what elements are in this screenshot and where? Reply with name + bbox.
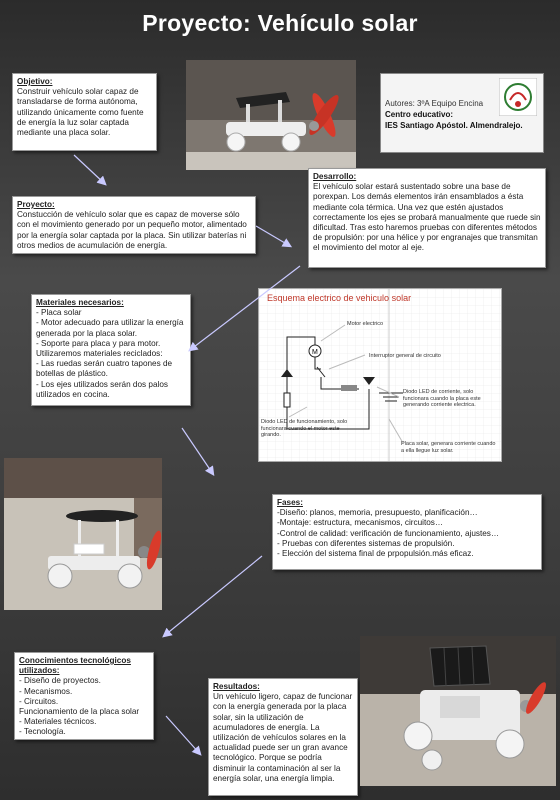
materiales-line: - Los ejes utilizados serán dos palos utilizados en cocina.: [36, 379, 168, 399]
label-interruptor: Interruptor general de circuito: [369, 353, 441, 359]
fases-line: -Montaje: estructura, mecanismos, circuitos…: [277, 518, 444, 528]
arrow-conocimientos-resultados: [166, 716, 200, 754]
proyecto-text: Constucción de vehículo solar que es capaz de moverse sólo con el movimiento generado por un pequeño motor, alimentado por la energía solar captada por la placa. Sin utilizar baterías ni otros medios de acumulación de energía.: [17, 210, 247, 250]
label-placa: Placa solar, generara corriente cuando a ella llegue luz solar.: [401, 441, 496, 454]
conocimientos-heading: Conocimientos tecnológicos utilizados:: [19, 656, 131, 676]
schematic-title: Esquema electrico de vehiculo solar: [267, 293, 412, 303]
desarrollo-heading: Desarrollo:: [313, 172, 357, 181]
electric-schematic: [258, 288, 502, 462]
arrow-materiales-fases: [182, 428, 213, 474]
conocimientos-line: - Mecanismos.: [19, 686, 73, 696]
autores-line: Autores: 3ºA Equipo Encina: [385, 99, 484, 108]
fases-line: - Elección del sistema final de prpopulsión.más eficaz.: [277, 549, 474, 559]
fases-line: -Diseño: planos, memoria, presupuesto, planificación…: [277, 508, 478, 518]
materiales-line: - Motor adecuado para utilizar la energía generada por la placa solar.: [36, 318, 184, 338]
label-diodo-funcionamiento: Diodo LED de funcionamiento, solo funcionara cuando el motor este girando.: [261, 419, 348, 438]
objetivo-box: [12, 73, 157, 151]
materiales-heading: Materiales necesarios:: [36, 298, 124, 307]
conocimientos-line: - Diseño de proyectos.: [19, 676, 101, 686]
arrow-fases-conocimientos: [164, 556, 262, 636]
objetivo-heading: Objetivo:: [17, 77, 53, 86]
proyecto-heading: Proyecto:: [17, 200, 55, 209]
fases-heading: Fases:: [277, 498, 303, 507]
school-logo: [499, 78, 537, 116]
vehicle-photo-bottom: [360, 636, 556, 786]
centro-label: Centro educativo:: [385, 110, 454, 119]
conocimientos-line: - Tecnología.: [19, 727, 66, 737]
vehicle-photo-top: [186, 60, 356, 170]
desarrollo-text: El vehículo solar estará sustentado sobre una base de porexpan. Los demás elementos irán ensamblados a ésta mediante cola térmica. Una vez que estén ajustados correctamente los ejes se probará manualmente que ruede sin dificultad. Tras esto haremos pruebas con diferentes métodos de propulsión: por una hélice y por engranajes que transmitan el movimiento del motor al eje.: [313, 182, 541, 253]
arrow-proyecto-desarrollo: [256, 226, 290, 246]
label-motor: Motor electrico: [347, 321, 384, 327]
desarrollo-box: [308, 168, 546, 268]
fases-line: -Control de calidad: verificación de funcionamiento, ajustes…: [277, 528, 500, 538]
conocimientos-line: - Circuitos.: [19, 696, 59, 706]
motor-symbol: M: [312, 349, 318, 356]
conocimientos-line: Funcionamiento de la placa solar: [19, 707, 140, 717]
vehicle-photo-middle: [4, 458, 162, 610]
proyecto-box: [12, 196, 256, 254]
resultados-box: [208, 678, 358, 796]
autores-box: [380, 73, 544, 153]
materiales-line: - Soporte para placa y para motor.: [36, 338, 161, 348]
fases-box: [272, 494, 542, 570]
conocimientos-box: [14, 652, 154, 740]
page-title: Proyecto: Vehículo solar: [142, 10, 418, 36]
centro-name: IES Santiago Apóstol. Almendralejo.: [385, 121, 523, 130]
fases-line: - Pruebas con diferentes sistemas de propulsión.: [277, 538, 455, 548]
resultados-text: Un vehículo ligero, capaz de funcionar con la energía generada por la placa solar, sin la utilización de acumuladores de energía. La utilización de vehículos solares en la actualidad puede ser un gran avance tecnológico. Porque se podría disminuir la contaminación al ser la energía solar, una energía limpia.: [213, 692, 353, 783]
materiales-line: Utilizaremos materiales reciclados:: [36, 349, 163, 359]
resultados-heading: Resultados:: [213, 682, 260, 691]
materiales-line: - Placa solar: [36, 308, 82, 318]
materiales-box: [31, 294, 191, 406]
conocimientos-line: - Materiales técnicos.: [19, 717, 97, 727]
arrow-objetivo-proyecto: [74, 155, 105, 184]
materiales-line: - Las ruedas serán cuatro tapones de botellas de plástico.: [36, 359, 173, 379]
objetivo-text: Construir vehículo solar capaz de transladarse de forma autónoma, utilizando únicamente como fuente de energía la luz solar captada mediante una placa solar.: [17, 87, 144, 138]
label-diodo-corriente: Diodo LED de corriente, solo funcionara cuando la placa este generando corriente electrica.: [403, 389, 481, 408]
